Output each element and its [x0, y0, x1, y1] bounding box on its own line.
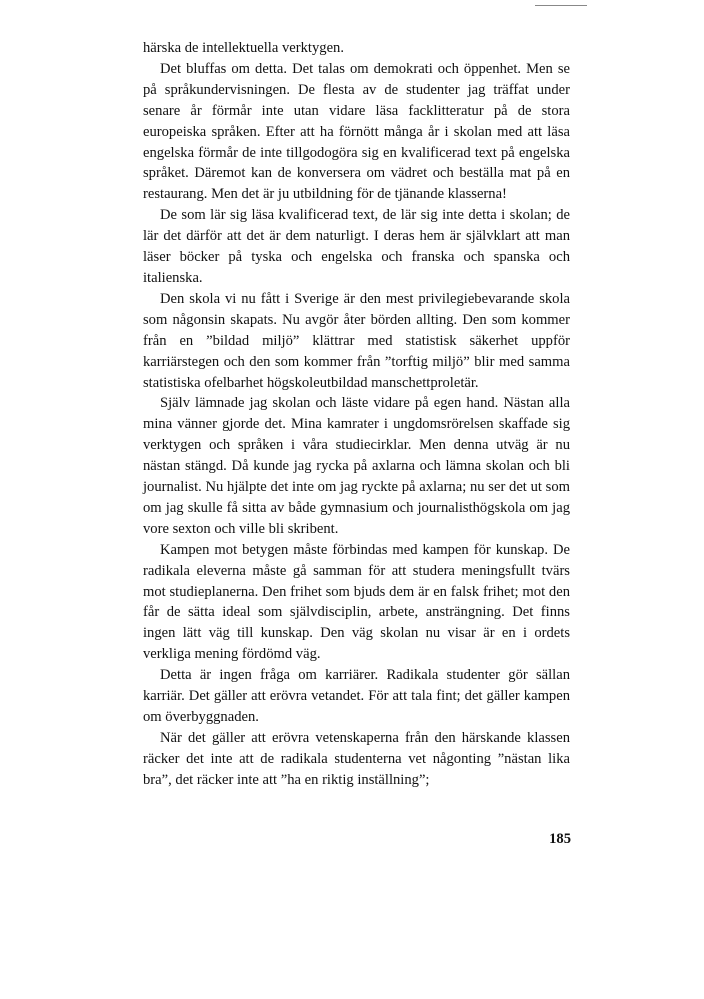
body-text	[143, 38, 570, 791]
paragraph: Det bluffas om detta. Det talas om demokrati och öppenhet. Men se på språkundervisningen. De flesta av de studenter jag träffat under senare år förmår inte utan vidare läsa facklitteratur på de stora europeiska språken. Efter att ha förnött många år i skolan med att läsa engelska förmår de inte tillgodogöra sig en kvalificerad text på engelska språket. Däremot kan de konversera om vädret och beställa mat på en restaurang. Men det är ju utbildning för de tjänande klasserna!	[143, 60, 570, 203]
paragraph: Detta är ingen fråga om karriärer. Radikala studenter gör sällan karriär. Det gäller att erövra vetandet. För att tala fint; det gäller kampen om överbyggnaden.	[143, 667, 570, 725]
paragraph: De som lär sig läsa kvalificerad text, de lär sig inte detta i skolan; de lär det därför att det är dem naturligt. I deras hem är självklart att man läser böcker på tyska och engelska och franska och spanska och italienska.	[143, 207, 570, 286]
page-number: 185	[549, 831, 571, 847]
top-edge-rule	[535, 5, 587, 6]
paragraph: Kampen mot betygen måste förbindas med kampen för kunskap. De radikala eleverna måste gå samman för att studera meningsfullt tvärs mot studieplanerna. Den frihet som bjuds dem är en falsk frihet; mot den får de sätta ideal som självdisciplin, arbete, ansträngning. Det finns ingen lätt väg till kunskap. Den väg skolan nu visar är en i ordets verkliga mening fördömd väg.	[143, 541, 570, 663]
paragraph: När det gäller att erövra vetenskaperna från den härskande klassen räcker det inte att de radikala studenterna vet någonting ”nästan lika bra”, det räcker inte att ”ha en riktig inställning”;	[143, 729, 570, 788]
paragraph: Själv lämnade jag skolan och läste vidare på egen hand. Nästan alla mina vänner gjorde det. Mina kamrater i ungdomsrörelsen skaffade sig verktygen och språken i våra studiecirklar. Men denna utväg är nu nästan stängd. Då kunde jag rycka på axlarna och lämna skolan och bli journalist. Nu hjälpte det inte om jag ryckte på axlarna; nu ser det ut som om jag skulle få sitta av både gymnasium och journalisthögskola om jag vore sexton och ville bli skribent.	[143, 395, 570, 537]
paragraph: Den skola vi nu fått i Sverige är den mest privilegiebevarande skola som någonsin skapats. Nu avgör åter börden allting. Den som kommer från en ”bildad miljö” klättrar med statistisk säkerhet uppför karriärstegen och den som kommer från ”torftig miljö” blir med samma statistiska ofelbarhet högskoleutbildad manschettproletär.	[143, 290, 570, 391]
paragraph-continuation: härska de intellektuella verktygen.	[143, 40, 344, 56]
